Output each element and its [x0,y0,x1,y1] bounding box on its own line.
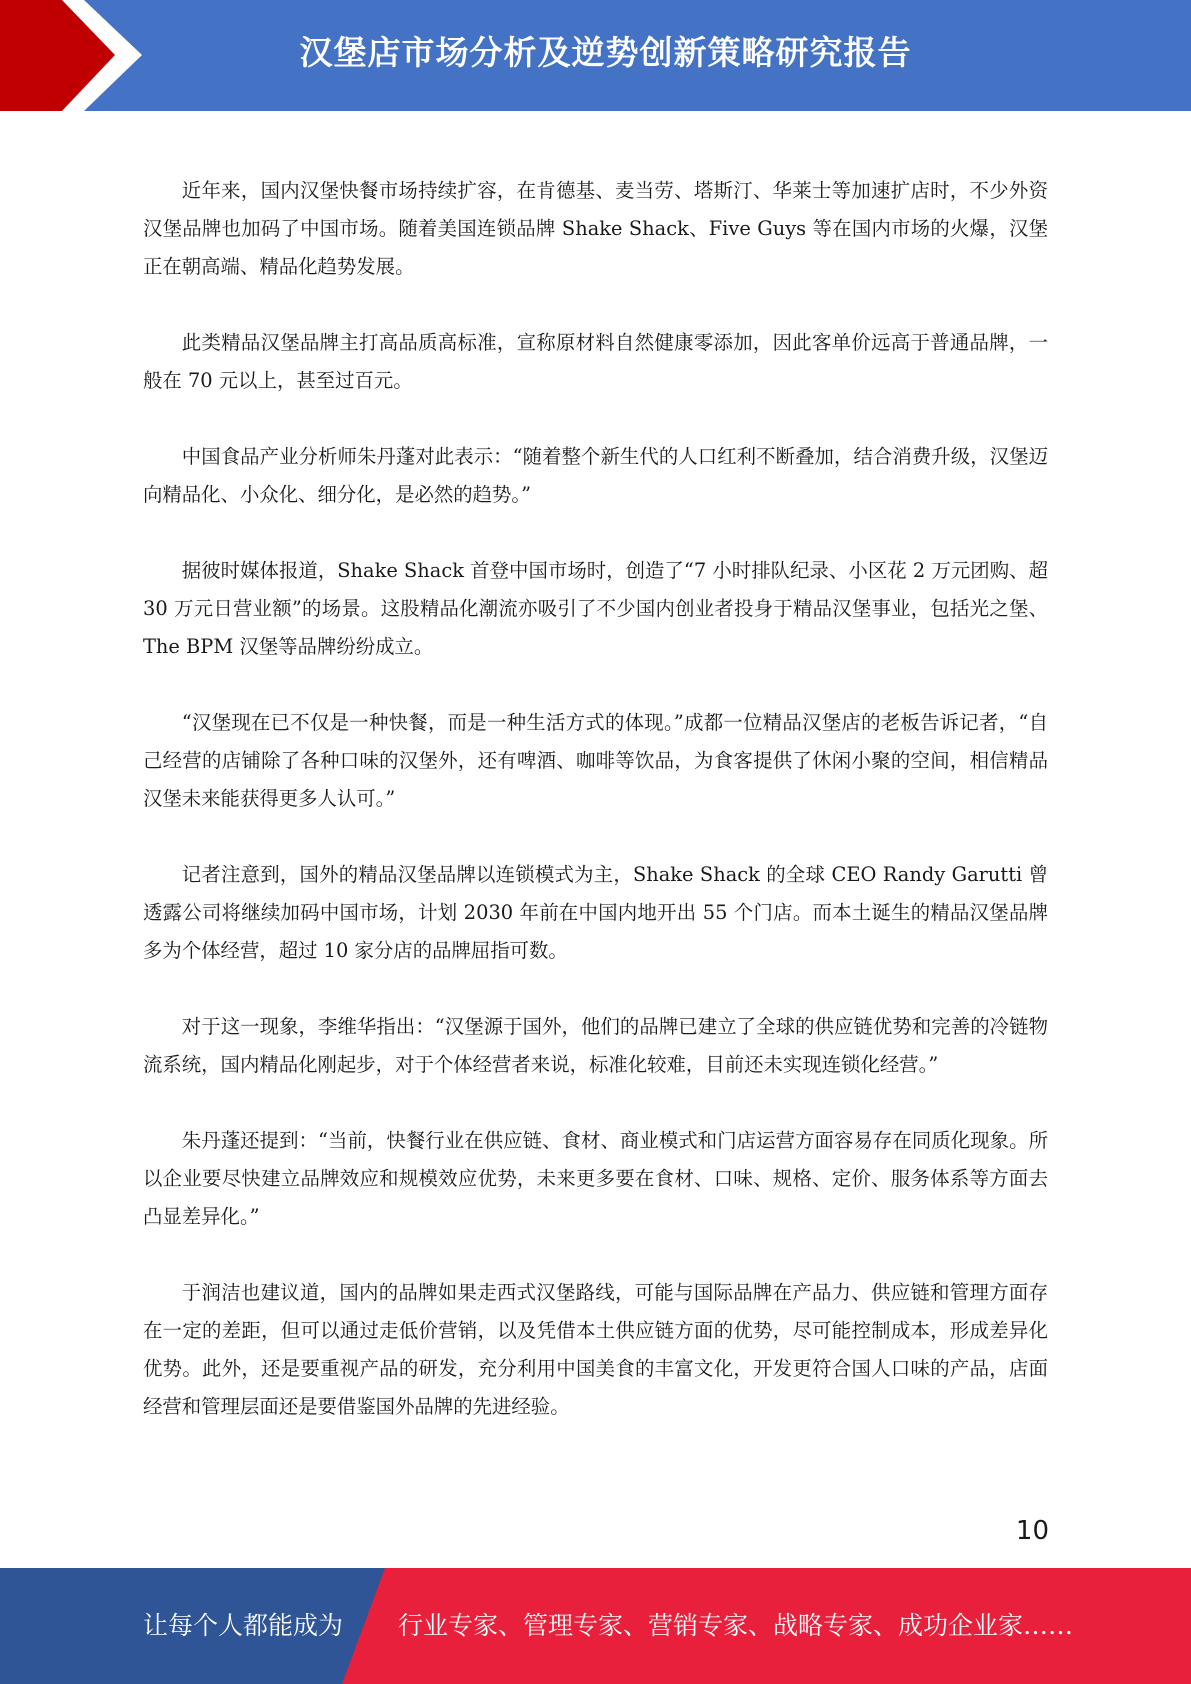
paragraph: 近年来，国内汉堡快餐市场持续扩容，在肯德基、麦当劳、塔斯汀、华莱士等加速扩店时，不少外资汉堡品牌也加码了中国市场。随着美国连锁品牌 Shake Shack、Five Guys 等在国内市场的火爆，汉堡正在朝高端、精品化趋势发展。 [143,179,1048,278]
header-arrow-decoration [0,0,160,111]
paragraph: 中国食品产业分析师朱丹蓬对此表示：“随着整个新生代的人口红利不断叠加，结合消费升级，汉堡迈向精品化、小众化、细分化，是必然的趋势。” [143,445,1048,506]
paragraph: 此类精品汉堡品牌主打高品质高标准，宣称原材料自然健康零添加，因此客单价远高于普通品牌，一般在 70 元以上，甚至过百元。 [143,331,1048,392]
page-number: 10 [1015,1516,1049,1546]
paragraph: 记者注意到，国外的精品汉堡品牌以连锁模式为主，Shake Shack 的全球 CEO Randy Garutti 曾透露公司将继续加码中国市场，计划 2030 年前在中国内地开出 55 个门店。而本土诞生的精品汉堡品牌多为个体经营，超过 10 家分店的品牌屈指可数。 [143,863,1048,962]
header-banner [0,0,1191,111]
paragraph: 于润洁也建议道，国内的品牌如果走西式汉堡路线，可能与国际品牌在产品力、供应链和管理方面存在一定的差距，但可以通过走低价营销，以及凭借本土供应链方面的优势，尽可能控制成本，形成差异化优势。此外，还是要重视产品的研发，充分利用中国美食的丰富文化，开发更符合国人口味的产品，店面经营和管理层面还是要借鉴国外品牌的先进经验。 [143,1281,1048,1418]
paragraph: 对于这一现象，李维华指出：“汉堡源于国外，他们的品牌已建立了全球的供应链优势和完善的冷链物流系统，国内精品化刚起步，对于个体经营者来说，标准化较难，目前还未实现连锁化经营。” [143,1015,1048,1076]
paragraph: 据彼时媒体报道，Shake Shack 首登中国市场时，创造了“7 小时排队纪录、小区花 2 万元团购、超 30 万元日营业额”的场景。这股精品化潮流亦吸引了不少国内创业者投身于精品汉堡事业，包括光之堡、The BPM 汉堡等品牌纷纷成立。 [143,559,1048,658]
footer-banner [0,1568,1191,1684]
article-body [143,172,1048,1464]
document-title: 汉堡店市场分析及逆势创新策略研究报告 [299,33,912,72]
paragraph: 朱丹蓬还提到：“当前，快餐行业在供应链、食材、商业模式和门店运营方面容易存在同质化现象。所以企业要尽快建立品牌效应和规模效应优势，未来更多要在食材、口味、规格、定价、服务体系等方面去凸显差异化。” [143,1129,1048,1228]
paragraph: “汉堡现在已不仅是一种快餐，而是一种生活方式的体现。”成都一位精品汉堡店的老板告诉记者，“自己经营的店铺除了各种口味的汉堡外，还有啤酒、咖啡等饮品，为食客提供了休闲小聚的空间，相信精品汉堡未来能获得更多人认可。” [143,711,1048,810]
footer-slogan-right: 行业专家、管理专家、营销专家、战略专家、成功企业家…… [398,1611,1074,1640]
footer-slogan-left: 让每个人都能成为 [143,1611,344,1640]
